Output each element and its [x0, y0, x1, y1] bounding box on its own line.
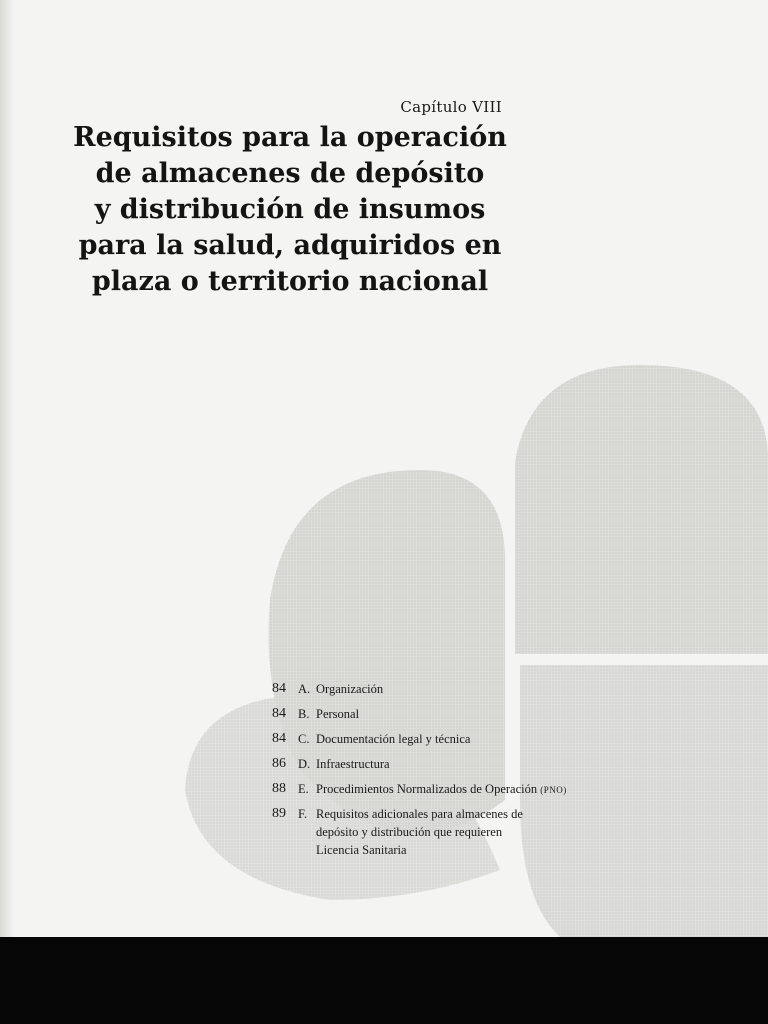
chapter-title-line: de almacenes de depósito [95, 158, 485, 189]
toc-item-personal [258, 705, 658, 730]
toc-letter: C. [298, 732, 310, 746]
toc-entry-line: Licencia Sanitaria [316, 843, 407, 857]
toc-entry-text [316, 780, 658, 799]
toc-page-number: 89 [272, 806, 286, 821]
toc-item-procedimientos [258, 780, 658, 805]
toc-page-number: 84 [272, 681, 286, 696]
chapter-label: Capítulo VIII [400, 98, 502, 116]
toc-item-documentacion [258, 730, 658, 755]
toc-entry-line: Requisitos adicionales para almacenes de [316, 807, 523, 821]
toc-item-organizacion [258, 680, 658, 705]
toc-letter: A. [298, 682, 311, 696]
toc-entry-line: depósito y distribución que requieren [316, 825, 503, 839]
chapter-title-line: para la salud, adquiridos en [78, 230, 502, 261]
petal-gap-horizontal [512, 654, 768, 664]
toc-page-number: 86 [272, 756, 286, 771]
toc-page-number: 88 [272, 781, 286, 796]
toc-entry-text: Personal [316, 707, 360, 721]
toc-letter: D. [298, 757, 311, 771]
toc-letter: F. [298, 807, 308, 821]
toc-item-infraestructura [258, 755, 658, 780]
petal-shape-right [512, 365, 768, 655]
toc-entry-text: Documentación legal y técnica [316, 732, 471, 746]
chapter-title-line: plaza o territorio nacional [91, 266, 489, 297]
toc-entry-abbreviation: (PNO) [540, 785, 567, 795]
toc-page-number: 84 [272, 731, 286, 746]
chapter-title [70, 120, 510, 300]
toc-letter: B. [298, 707, 310, 721]
toc-entry-text: Organización [316, 682, 384, 696]
scanner-black-border [0, 937, 768, 1024]
chapter-title-line: y distribución de insumos [94, 194, 486, 225]
table-of-contents [258, 680, 658, 859]
toc-entry-main-text: Procedimientos Normalizados de Operación [316, 782, 538, 796]
toc-item-requisitos-adicionales [258, 805, 658, 859]
toc-letter: E. [298, 782, 309, 796]
toc-page-number: 84 [272, 706, 286, 721]
chapter-title-line: Requisitos para la operación [73, 122, 507, 153]
toc-entry-text: Infraestructura [316, 757, 390, 771]
toc-entry-text [316, 805, 658, 859]
